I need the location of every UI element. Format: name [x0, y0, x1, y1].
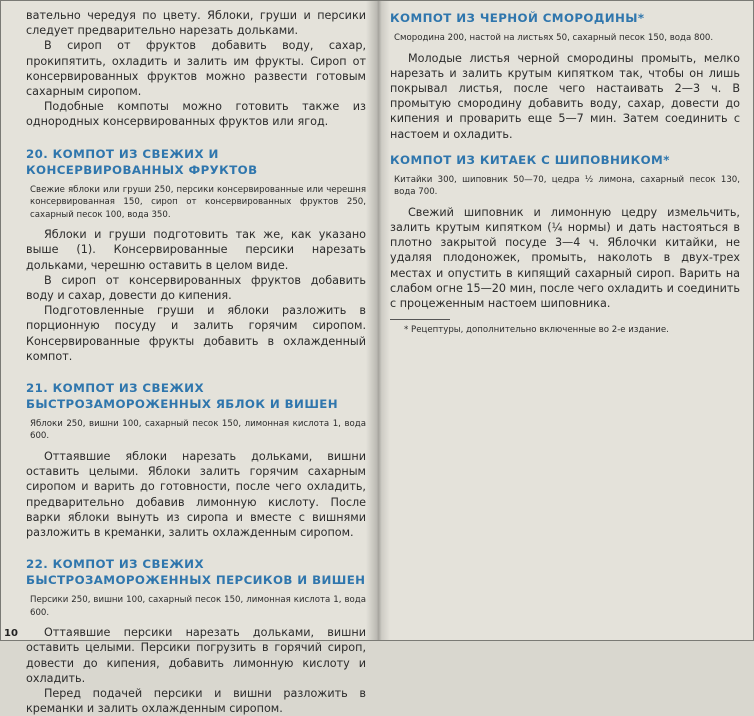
recipe-20-heading: 20. КОМПОТ ИЗ СВЕЖИХ И КОНСЕРВИРОВАННЫХ ФРУКТОВ	[26, 146, 258, 177]
intro-paragraph-3: Подобные компоты можно готовить также из однородных консервированных фруктов или ягод.	[26, 100, 366, 129]
recipe-22-step-2: Перед подачей персики и вишни разложить в креманки и залить охлажденным сиропом.	[26, 686, 366, 716]
intro-paragraph-2: В сироп от фруктов добавить воду, сахар, прокипятить, охладить и залить им фрукты. Сироп от консервированных фруктов можно развести готовым сахарным сиропом.	[26, 39, 366, 99]
recipe-kitaika-heading: КОМПОТ ИЗ КИТАЕК С ШИПОВНИКОМ*	[390, 152, 670, 167]
right-page	[374, 0, 754, 641]
recipe-22-heading: 22. КОМПОТ ИЗ СВЕЖИХ БЫСТРОЗАМОРОЖЕННЫХ ПЕРСИКОВ И ВИШЕН	[26, 557, 366, 588]
recipe-21-step-1: Оттаявшие яблоки нарезать дольками, вишни оставить целыми. Яблоки залить горячим сахарным сиропом и варить до готовности, после чего охладить, предварительно добавив лимонную кислоту. После варки яблоки вынуть из сиропа и вместе с вишнями разложить в креманки, залить охлажденным сиропом.	[26, 449, 366, 539]
recipe-21-heading: 21. КОМПОТ ИЗ СВЕЖИХ БЫСТРОЗАМОРОЖЕННЫХ ЯБЛОК И ВИШЕН	[26, 380, 339, 411]
page-number: 10	[4, 628, 18, 639]
recipe-blackcurrant-ingredients: Смородина 200, настой на листьях 50, сахарный песок 150, вода 800.	[394, 33, 714, 43]
recipe-kitaika-step-1: Свежий шиповник и лимонную цедру измельчить, залить крутым кипятком (¼ нормы) и дать настояться в плотно закрытой посуде 3—4 ч. Яблочки китайки, не удаляя плодоножек, промыть, наколоть в двух-трех местах и опустить в кипящий сахарный сироп. Варить на слабом огне 15—20 мин, после чего охладить и соединить с процеженным настоем шиповника.	[390, 205, 740, 310]
recipe-20-step-3: Подготовленные груши и яблоки разложить в порционную посуду и залить горячим сиропом. Консервированные фрукты добавить в охлажденный компот.	[26, 304, 366, 363]
recipe-20-step-1: Яблоки и груши подготовить так же, как указано выше (1). Консервированные персики нарезать дольками, черешню оставить в целом виде.	[26, 228, 366, 272]
recipe-blackcurrant-heading: КОМПОТ ИЗ ЧЕРНОЙ СМОРОДИНЫ*	[390, 11, 645, 25]
left-page	[0, 0, 374, 716]
recipe-22-ingredients: Персики 250, вишни 100, сахарный песок 150, лимонная кислота 1, вода 600.	[30, 595, 366, 618]
recipe-22-step-1: Оттаявшие персики нарезать дольками, вишни оставить целыми. Персики погрузить в горячий сироп, довести до кипения, добавить лимонную кислоту и охладить.	[26, 626, 366, 685]
recipe-blackcurrant-step-1: Молодые листья черной смородины промыть, мелко нарезать и залить крутым кипятком так, чтобы он лишь покрывал листья, после чего настаивать 2—3 ч. В промытую смородину добавить воду, сахар, довести до кипения и проварить еще 5—7 мин. Затем соединить с настоем и охладить.	[390, 51, 740, 141]
footnote-divider	[390, 319, 450, 320]
footnote: * Рецептуры, дополнительно включенные во 2-е издание.	[404, 325, 669, 336]
recipe-20-ingredients: Свежие яблоки или груши 250, персики консервированные или черешня консервированная 150, сироп от консервированных фруктов 250, сахарный песок 100, вода 350.	[30, 184, 366, 220]
recipe-20-step-2: В сироп от консервированных фруктов добавить воду и сахар, довести до кипения.	[26, 273, 366, 302]
recipe-21-ingredients: Яблоки 250, вишни 100, сахарный песок 150, лимонная кислота 1, вода 600.	[30, 418, 366, 442]
recipe-kitaika-ingredients: Китайки 300, шиповник 50—70, цедра ½ лимона, сахарный песок 130, вода 700.	[394, 174, 740, 198]
intro-paragraph-1: вательно чередуя по цвету. Яблоки, груши и персики следует предварительно нарезать дольками.	[26, 9, 366, 38]
